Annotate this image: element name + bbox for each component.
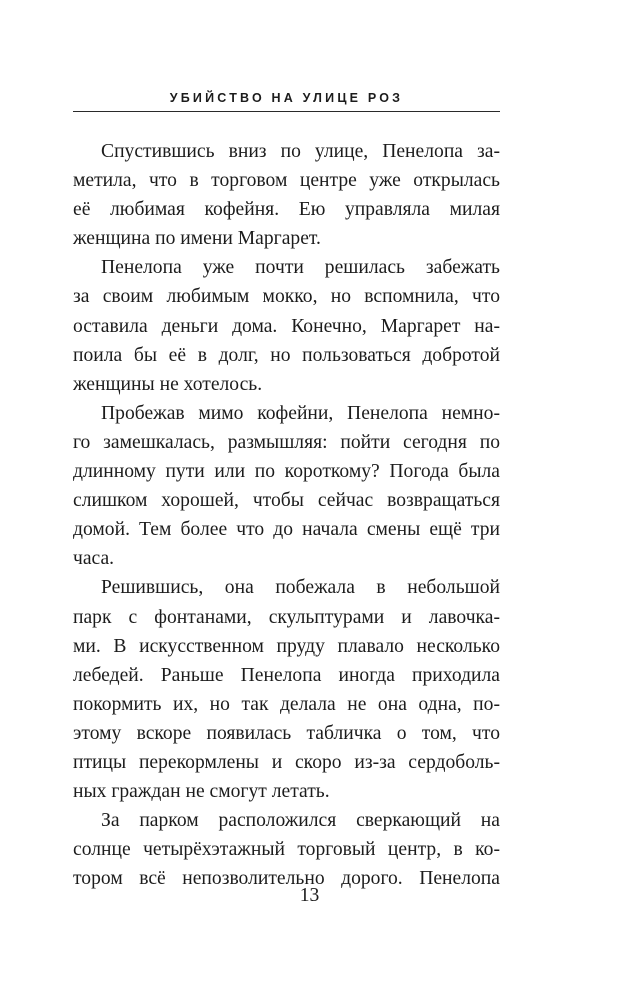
text-line: домой. Тем более что до начала смены ещё три bbox=[73, 519, 500, 541]
text-line: тором всё непозволительно дорого. Пенелопа bbox=[73, 868, 500, 890]
text-line: парк с фонтанами, скульптурами и лавочка- bbox=[73, 606, 500, 628]
header-rule bbox=[73, 111, 500, 112]
text-line: птицы перекормлены и скоро из-за сердоболь- bbox=[73, 751, 500, 773]
text-line: Спустившись вниз по улице, Пенелопа за- bbox=[101, 141, 500, 162]
page-number: 13 bbox=[299, 885, 320, 906]
text-line: женщина по имени Маргарет. bbox=[73, 228, 321, 250]
text-line: часа. bbox=[73, 548, 115, 570]
text-line: За парком расположился сверкающий на bbox=[101, 810, 500, 832]
text-line: го замешкалась, размышляя: пойти сегодня по bbox=[73, 431, 500, 453]
text-line: метила, что в торговом центре уже открылась bbox=[73, 170, 500, 192]
text-line: длинному пути или по короткому? Погода была bbox=[73, 461, 500, 483]
text-line: Пробежав мимо кофейни, Пенелопа немно- bbox=[101, 402, 500, 424]
text-line: слишком хорошей, чтобы сейчас возвращаться bbox=[73, 490, 500, 512]
text-line: лебедей. Раньше Пенелопа иногда приходила bbox=[73, 664, 500, 686]
body-text bbox=[73, 137, 500, 893]
text-line: женщины не хотелось. bbox=[73, 373, 263, 395]
text-line: Пенелопа уже почти решилась забежать bbox=[101, 257, 500, 279]
text-line: ми. В искусственном пруду плавало несколько bbox=[73, 635, 500, 657]
text-line: за своим любимым мокко, но вспомнила, что bbox=[73, 286, 500, 308]
running-head-title: УБИЙСТВО НА УЛИЦЕ РОЗ bbox=[169, 91, 404, 105]
text-line: солнце четырёхэтажный торговый центр, в ко- bbox=[73, 839, 500, 861]
text-line: этому вскоре появилась табличка о том, что bbox=[73, 722, 500, 744]
text-line: покормить их, но так делала не она одна, по- bbox=[73, 693, 500, 715]
text-line: Решившись, она побежала в небольшой bbox=[101, 577, 500, 599]
text-line: ных граждан не смогут летать. bbox=[73, 781, 330, 803]
text-line: оставила деньги дома. Конечно, Маргарет на- bbox=[73, 315, 500, 337]
text-line: её любимая кофейня. Ею управляла милая bbox=[73, 199, 500, 221]
text-line: поила бы её в долг, но пользоваться добротой bbox=[73, 344, 500, 366]
